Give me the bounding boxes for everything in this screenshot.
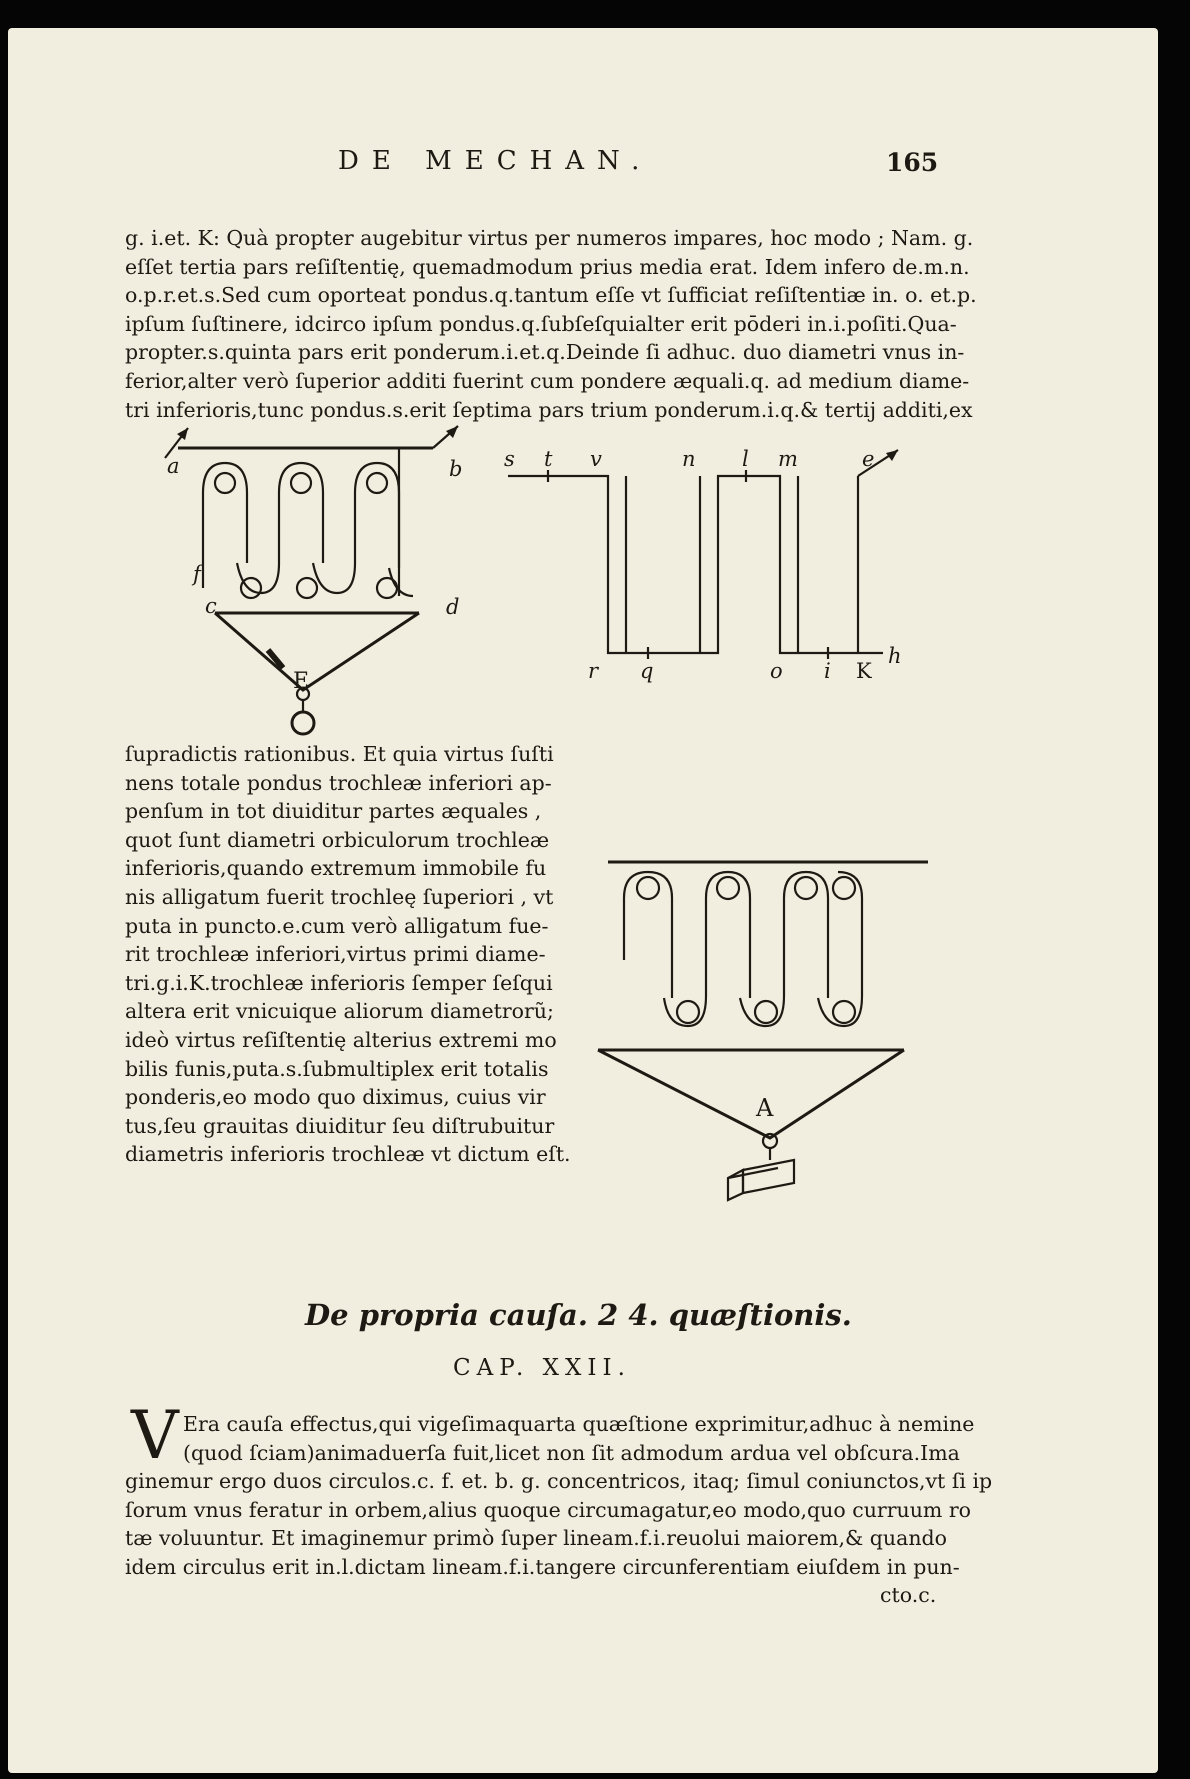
- text-line: bilis funis,puta.s.ſubmultiplex erit totalis: [125, 1056, 549, 1081]
- page-number: 165: [886, 148, 939, 177]
- label-s: s: [504, 447, 515, 471]
- label-e: E: [293, 669, 310, 694]
- text-line: ginemur ergo duos circulos.c. f. et. b. g. concentricos, itaq; ſimul coniunctos,vt ſi ip: [125, 1469, 993, 1494]
- text-line: ideò virtus reſiſtentię alterius extremi mo: [125, 1027, 557, 1052]
- label-q: q: [640, 659, 654, 683]
- middle-paragraph: [125, 740, 571, 1169]
- text-line: tus,ſeu grauitas diuiditur ſeu diſtrubuitur: [125, 1113, 555, 1138]
- text-line: penſum in tot diuiditur partes æquales ,: [125, 799, 542, 824]
- label-a-weight: A: [756, 1094, 774, 1122]
- text-line: ipſum ſuſtinere, idcirco ipſum pondus.q.ſubſeſquialter erit pōderi in.i.poſiti.Qua-: [125, 311, 957, 336]
- label-f: f: [193, 562, 201, 586]
- rope-path-line: [508, 476, 883, 653]
- text-line: ſorum vnus feratur in orbem,alius quoque circumagatur,eo modo,quo curruum ro: [125, 1497, 972, 1522]
- right-weight-frame: [598, 1050, 904, 1138]
- text-line: ferior,alter verò ſuperior additi fuerint cum pondere æquali.q. ad medium diame-: [125, 368, 970, 393]
- text-line: g. i.et. K: Quà propter augebitur virtus per numeros impares, hoc modo ; Nam. g.: [125, 226, 974, 250]
- text-line: quot ſunt diametri orbiculorum trochleæ: [125, 827, 550, 852]
- text-line: o.p.r.et.s.Sed cum oporteat pondus.q.tantum eſſe vt ſufficiat reſiſtentiæ in. o. et.p.: [125, 283, 977, 308]
- running-header: DE MECHAN.: [338, 146, 653, 176]
- section-title: De propria cauſa. 2 4. quæſtionis.: [305, 1298, 852, 1332]
- label-c: c: [205, 594, 217, 618]
- text-line: tri inferioris,tunc pondus.s.erit ſeptima pars trium ponderum.i.q.& tertij additi,ex: [125, 397, 973, 422]
- hanging-weight: [292, 712, 314, 734]
- book-page: [8, 28, 1158, 1773]
- label-e-middle: e: [862, 447, 875, 471]
- label-m: m: [778, 447, 798, 471]
- label-a: a: [167, 454, 180, 478]
- text-line: ponderis,eo modo quo diximus, cuius vir: [125, 1085, 546, 1110]
- label-d: d: [446, 595, 460, 619]
- label-o: o: [770, 659, 783, 683]
- text-line: nens totale pondus trochleæ inferiori ap-: [125, 770, 552, 795]
- text-line: propter.s.quinta pars erit ponderum.i.et.q.Deinde ſi adhuc. duo diametri vnus in-: [125, 340, 965, 365]
- upper-pulleys: [215, 473, 387, 493]
- label-n: n: [682, 447, 696, 471]
- text-line: nis alligatum fuerit trochleę ſuperiori , vt: [125, 884, 554, 909]
- label-r: r: [588, 659, 599, 683]
- top-paragraph: [125, 224, 977, 424]
- label-t: t: [544, 447, 553, 471]
- text-line: diametris inferioris trochleæ vt dictum eſt.: [125, 1142, 571, 1167]
- rope-loops: [203, 448, 413, 596]
- tick-marks: [548, 470, 828, 659]
- label-b: b: [449, 457, 463, 481]
- right-rope-loops: [624, 872, 862, 1026]
- label-h: h: [888, 644, 902, 668]
- label-k: K: [856, 659, 872, 683]
- chapter-title: CAP. XXII.: [453, 1355, 631, 1381]
- text-line: puta in puncto.e.cum verò alligatum fue-: [125, 913, 549, 938]
- text-line: ſupradictis rationibus. Et quia virtus ſuſti: [125, 742, 554, 766]
- text-line: (quod ſciam)animaduerſa fuit,licet non ſit admodum ardua vel obſcura.Ima: [183, 1440, 960, 1465]
- text-line: idem circulus erit in.l.dictam lineam.f.i.tangere circunferentiam eiuſdem in pun-: [125, 1554, 960, 1579]
- right-pulley-figure: [588, 828, 988, 1248]
- weight-block: [728, 1160, 794, 1200]
- right-hook-ring: [763, 1134, 777, 1148]
- final-paragraph-last-line: cto.c.: [880, 1583, 937, 1607]
- text-line: tæ voluuntur. Et imaginemur primò ſuper lineam.f.i.reuolui maiorem,& quando: [125, 1526, 947, 1551]
- label-i: i: [824, 659, 831, 683]
- text-line: eſſet tertia pars reſiſtentię, quemadmodum prius media erat. Idem infero de.m.n.: [125, 254, 970, 279]
- label-v: v: [590, 447, 602, 471]
- text-line: tri.g.i.K.trochleæ inferioris ſemper ſeſqui: [125, 970, 553, 995]
- drop-initial: V: [131, 1397, 179, 1474]
- left-pulley-figure: [143, 418, 483, 738]
- final-paragraph: [125, 1410, 992, 1582]
- text-line: inferioris,quando extremum immobile fu: [125, 856, 547, 881]
- label-l: l: [742, 447, 749, 471]
- text-line: Era cauſa effectus,qui vigeſimaquarta quæſtione exprimitur,adhuc à nemine: [183, 1412, 975, 1436]
- text-line: rit trochleæ inferiori,virtus primi diame-: [125, 942, 546, 967]
- text-line: altera erit vnicuique aliorum diametrorũ;: [125, 999, 554, 1024]
- arrow-a-head: [177, 428, 188, 440]
- weight-frame: [215, 613, 419, 690]
- rope-path-figure: [488, 428, 958, 758]
